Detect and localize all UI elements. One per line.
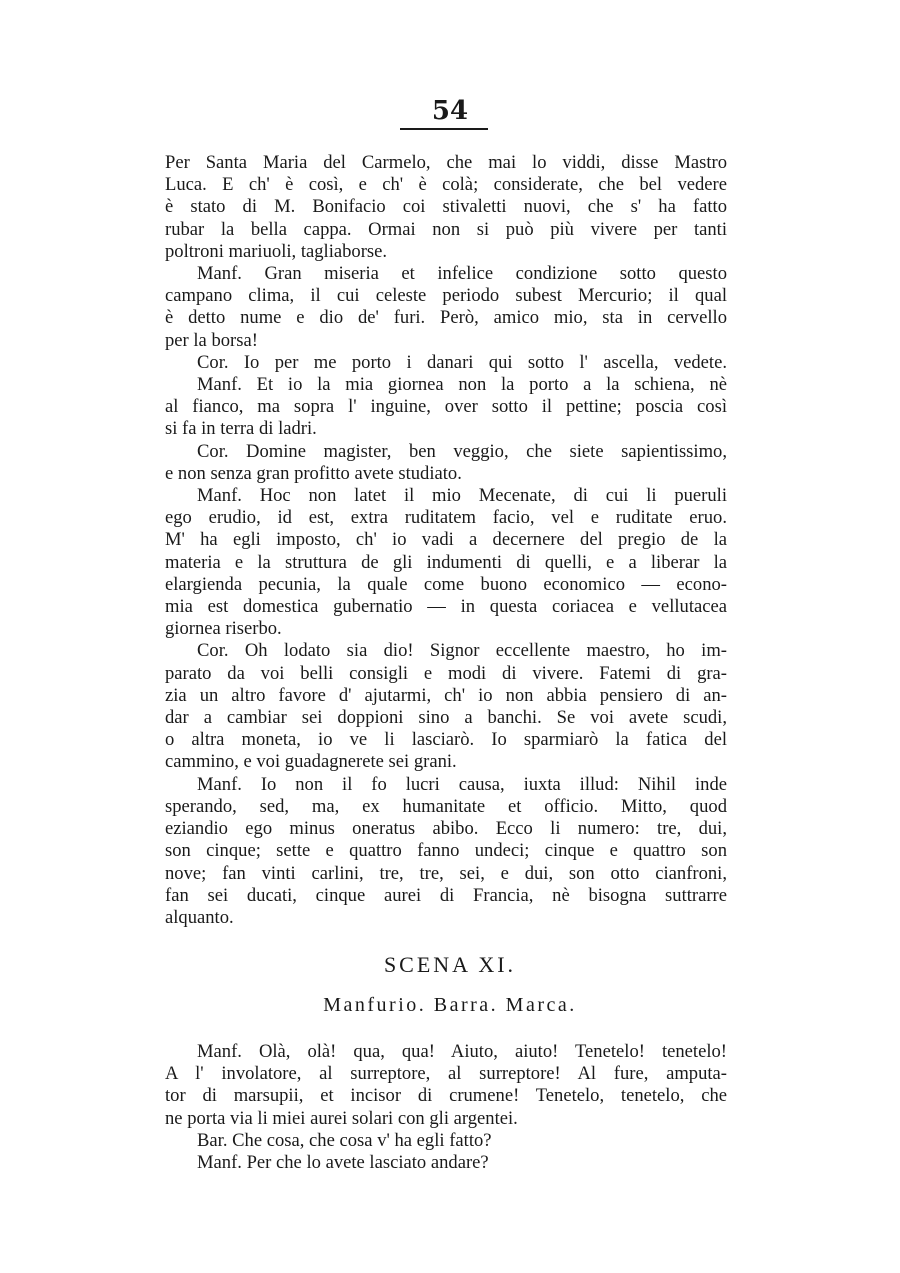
header-rule	[400, 128, 488, 130]
text-line: tor di marsupii, et incisor di crumene! Tenetelo, tenetelo, che	[165, 1085, 727, 1107]
text-line: poltroni mariuoli, tagliaborse.	[165, 240, 388, 262]
text-line: zia un altro favore d' ajutarmi, ch' io non abbia pensiero di an-	[165, 684, 727, 706]
text-line: nove; fan vinti carlini, tre, tre, sei, e dui, son otto cianfroni,	[165, 862, 727, 884]
text-line: mia est domestica gubernatio — in questa coriacea e vellutacea	[165, 596, 727, 618]
text-line: al fianco, ma sopra l' inguine, over sotto il pettine; poscia così	[165, 396, 727, 418]
text-line: ego erudio, id est, extra ruditatem facio, vel e ruditate eruo.	[165, 507, 727, 529]
dialogue-text	[165, 152, 727, 929]
text-line: elargienda pecunia, la quale come buono economico — econo-	[165, 573, 727, 595]
text-line: rubar la bella cappa. Ormai non si può più vivere per tanti	[165, 218, 727, 240]
text-line: si fa in terra di ladri.	[165, 418, 317, 440]
text-line: o altra moneta, io ve li lasciarò. Io sparmiarò la fatica del	[165, 729, 727, 751]
scene-cast: Manfurio. Barra. Marca.	[323, 994, 577, 1016]
text-line: fan sei ducati, cinque aurei di Francia, nè bisogna suttrarre	[165, 884, 727, 906]
text-line: Cor. Io per me porto i danari qui sotto l' ascella, vedete.	[197, 351, 727, 373]
text-line: Manf. Per che lo avete lasciato andare?	[197, 1152, 489, 1174]
text-line: Manf. Et io la mia giornea non la porto a la schiena, nè	[197, 374, 727, 396]
text-line: per la borsa!	[165, 329, 258, 351]
text-line: Manf. Gran miseria et infelice condizione sotto questo	[197, 263, 727, 285]
page-number: 54	[431, 96, 469, 126]
text-line: M' ha egli imposto, ch' io vadi a decernere del pregio de la	[165, 529, 727, 551]
scene-title: SCENA XI.	[383, 952, 517, 977]
text-line: ne porta via li miei aurei solari con gli argentei.	[165, 1107, 518, 1129]
scene-dialogue-text	[165, 1041, 727, 1174]
text-line: sperando, sed, ma, ex humanitate et officio. Mitto, quod	[165, 795, 727, 817]
text-line: Manf. Io non il fo lucri causa, iuxta illud: Nihil inde	[197, 773, 727, 795]
text-line: Manf. Hoc non latet il mio Mecenate, di cui li pueruli	[197, 485, 727, 507]
text-line: alquanto.	[165, 906, 234, 928]
text-line: Luca. E ch' è così, e ch' è colà; considerate, che bel vedere	[165, 174, 727, 196]
text-line: giornea riserbo.	[165, 618, 282, 640]
text-line: son cinque; sette e quattro fanno undeci; cinque e quattro son	[165, 840, 727, 862]
text-line: Manf. Olà, olà! qua, qua! Aiuto, aiuto! Tenetelo! tenetelo!	[197, 1041, 727, 1062]
text-line: Cor. Oh lodato sia dio! Signor eccellente maestro, ho im-	[197, 640, 727, 662]
text-line: parato da voi belli consigli e modi di vivere. Fatemi di gra-	[165, 662, 727, 684]
text-line: A l' involatore, al surreptore, al surreptore! Al fure, amputa-	[165, 1063, 727, 1085]
text-line: è detto nume e dio de' furi. Però, amico mio, sta in cervello	[165, 307, 727, 329]
text-line: eziandio ego minus oneratus abibo. Ecco li numero: tre, dui,	[165, 818, 727, 840]
text-line: campano clima, il cui celeste periodo subest Mercurio; il qual	[165, 285, 727, 307]
text-line: e non senza gran profitto avete studiato.	[165, 462, 462, 484]
text-line: materia e la struttura de gli indumenti di quelli, e a liberar la	[165, 551, 727, 573]
text-line: Bar. Che cosa, che cosa v' ha egli fatto?	[197, 1129, 492, 1151]
text-line: Cor. Domine magister, ben veggio, che siete sapientissimo,	[197, 440, 727, 462]
text-line: cammino, e voi guadagnerete sei grani.	[165, 751, 457, 773]
text-line: è stato di M. Bonifacio coi stivaletti nuovi, che s' ha fatto	[165, 196, 727, 218]
text-line: Per Santa Maria del Carmelo, che mai lo viddi, disse Mastro	[165, 152, 727, 173]
text-line: dar a cambiar sei doppioni sino a banchi. Se voi avete scudi,	[165, 707, 727, 729]
